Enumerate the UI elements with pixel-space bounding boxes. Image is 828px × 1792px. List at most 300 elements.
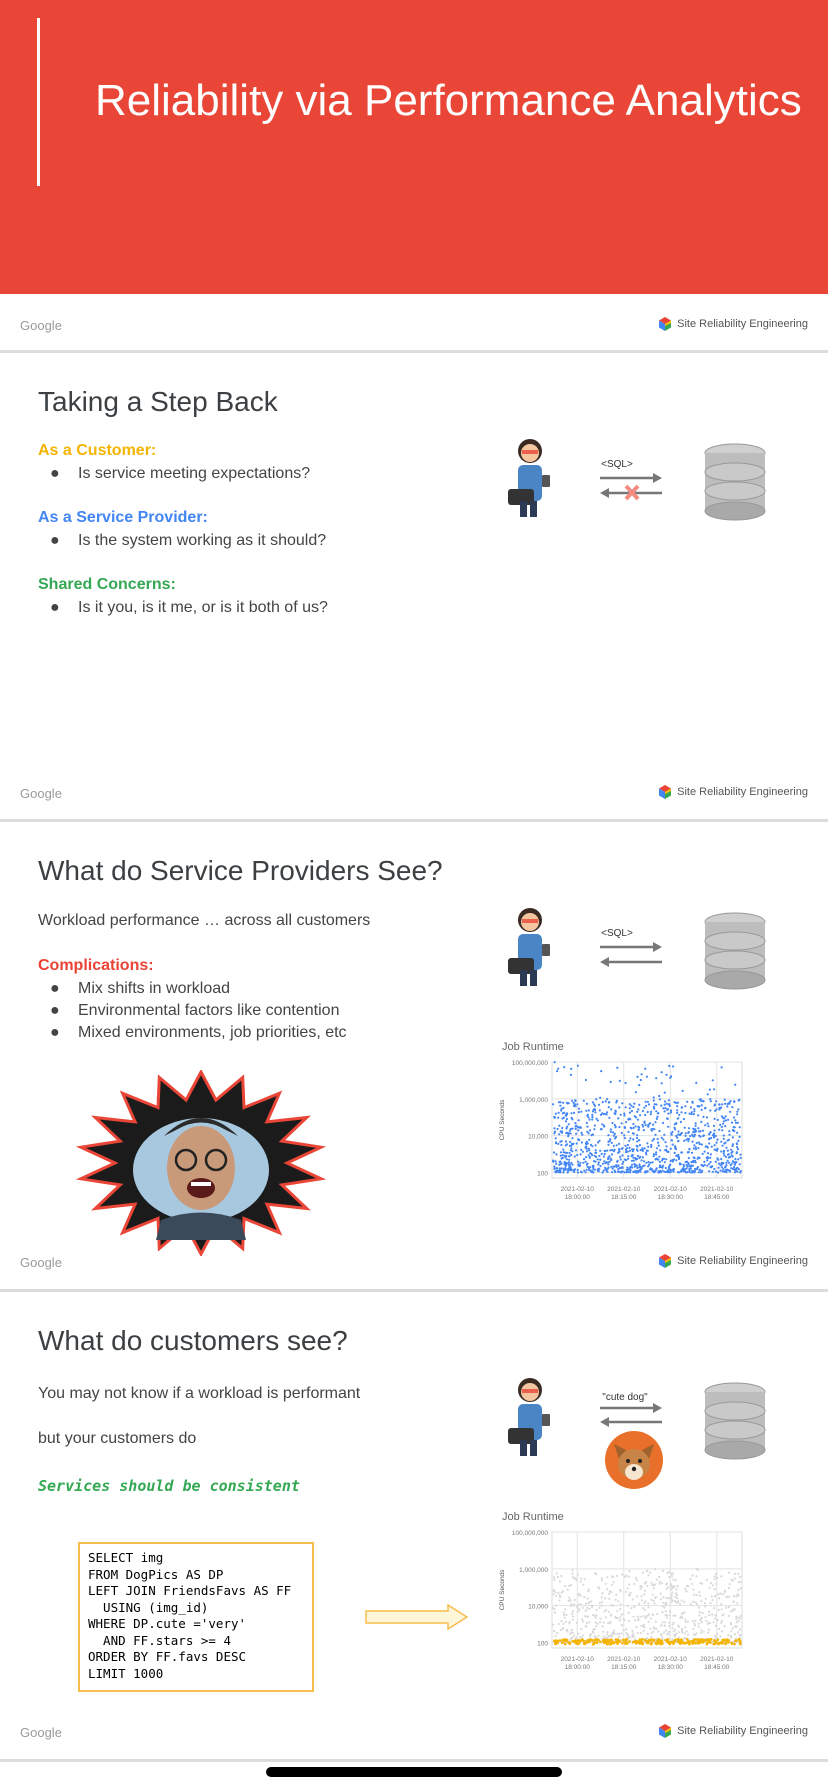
data-point	[630, 1592, 632, 1594]
data-point	[724, 1642, 727, 1645]
data-point	[678, 1171, 680, 1173]
client-server-diagram	[500, 1372, 770, 1492]
data-point	[671, 1638, 673, 1640]
data-point	[640, 1625, 642, 1627]
data-point	[675, 1159, 677, 1161]
data-point	[635, 1640, 638, 1643]
x-tick-date: 2021-02-10	[653, 1656, 687, 1663]
data-point	[701, 1583, 703, 1585]
data-point	[636, 1158, 638, 1160]
data-point	[570, 1132, 572, 1134]
data-point	[563, 1640, 566, 1643]
data-point	[659, 1149, 661, 1151]
data-point	[605, 1616, 607, 1618]
data-point	[718, 1163, 720, 1165]
data-point	[646, 1150, 648, 1152]
data-point	[594, 1111, 596, 1113]
chart-title: Job Runtime	[502, 1511, 564, 1523]
data-point	[677, 1102, 679, 1104]
x-tick-time: 18:45:00	[704, 1194, 730, 1201]
data-point	[614, 1133, 616, 1135]
data-point	[646, 1570, 648, 1572]
data-point	[597, 1639, 600, 1642]
outlier-point	[557, 1068, 559, 1070]
data-point	[714, 1575, 716, 1577]
data-point	[701, 1104, 703, 1106]
google-wordmark: Google	[20, 786, 62, 801]
data-point	[599, 1150, 601, 1152]
sre-label: Site Reliability Engineering	[677, 1725, 808, 1737]
data-point	[563, 1612, 565, 1614]
data-point	[730, 1630, 732, 1632]
data-point	[582, 1584, 584, 1586]
tagline: Services should be consistent	[38, 1477, 300, 1495]
data-point	[723, 1150, 725, 1152]
data-point	[668, 1625, 670, 1627]
data-point	[638, 1166, 640, 1168]
data-point	[627, 1144, 629, 1146]
data-point	[629, 1137, 631, 1139]
data-point	[675, 1579, 677, 1581]
x-tick-time: 18:30:00	[657, 1664, 683, 1671]
data-point	[656, 1579, 658, 1581]
data-point	[728, 1605, 730, 1607]
data-point	[614, 1124, 616, 1126]
data-point	[662, 1122, 664, 1124]
request-arrow-icon	[600, 1403, 662, 1413]
data-point	[702, 1165, 704, 1167]
data-point	[554, 1612, 556, 1614]
data-point	[659, 1581, 661, 1583]
data-point	[587, 1597, 589, 1599]
data-point	[727, 1160, 729, 1162]
data-point	[645, 1153, 647, 1155]
data-point	[725, 1162, 727, 1164]
data-point	[662, 1107, 664, 1109]
outlier-point	[682, 1090, 684, 1092]
data-point	[567, 1641, 570, 1644]
data-point	[739, 1576, 741, 1578]
data-point	[685, 1132, 687, 1134]
data-point	[616, 1575, 618, 1577]
outlier-point	[668, 1065, 670, 1067]
data-point	[664, 1104, 666, 1106]
data-point	[559, 1580, 561, 1582]
data-point	[714, 1595, 716, 1597]
database-icon	[705, 913, 765, 989]
data-point	[613, 1581, 615, 1583]
outlier-point	[577, 1065, 579, 1067]
data-point	[647, 1574, 649, 1576]
data-point	[668, 1571, 670, 1573]
x-tick-time: 18:15:00	[611, 1194, 637, 1201]
sre-label: Site Reliability Engineering	[677, 318, 808, 330]
data-point	[708, 1614, 710, 1616]
data-point	[557, 1117, 559, 1119]
data-point	[695, 1161, 697, 1163]
data-point	[601, 1601, 603, 1603]
frustrated-person-image	[76, 1070, 326, 1256]
data-point	[637, 1632, 639, 1634]
data-point	[663, 1134, 665, 1136]
data-point	[720, 1575, 722, 1577]
data-point	[656, 1147, 658, 1149]
data-point	[664, 1625, 666, 1627]
data-point	[615, 1101, 617, 1103]
data-point	[732, 1609, 734, 1611]
data-point	[628, 1570, 630, 1572]
data-point	[707, 1152, 709, 1154]
data-point	[654, 1121, 656, 1123]
data-point	[570, 1149, 572, 1151]
data-point	[588, 1167, 590, 1169]
data-point	[644, 1147, 646, 1149]
data-point	[555, 1635, 557, 1637]
data-point	[728, 1134, 730, 1136]
data-point	[640, 1149, 642, 1151]
data-point	[553, 1590, 555, 1592]
data-point	[715, 1640, 718, 1643]
data-point	[671, 1596, 673, 1598]
data-point	[728, 1156, 730, 1158]
outlier-point	[636, 1076, 638, 1078]
data-point	[653, 1587, 655, 1589]
data-point	[647, 1606, 649, 1608]
data-point	[594, 1639, 597, 1642]
data-point	[631, 1110, 633, 1112]
data-point	[627, 1587, 629, 1589]
data-point	[714, 1110, 716, 1112]
outlier-point	[664, 1092, 666, 1094]
data-point	[660, 1625, 662, 1627]
y-tick-label: 100,000,000	[511, 1060, 548, 1067]
data-point	[660, 1639, 663, 1642]
sre-branding	[659, 1254, 808, 1268]
data-point	[735, 1595, 737, 1597]
y-tick-label: 1,000,000	[519, 1096, 548, 1104]
data-point	[616, 1144, 618, 1146]
data-point	[666, 1640, 669, 1643]
data-point	[628, 1147, 630, 1149]
data-point	[644, 1609, 646, 1611]
home-indicator[interactable]	[266, 1767, 562, 1777]
data-point	[658, 1576, 660, 1578]
data-point	[627, 1131, 629, 1133]
data-point	[592, 1643, 595, 1646]
data-point	[653, 1099, 655, 1101]
data-point	[652, 1600, 654, 1602]
data-point	[739, 1634, 741, 1636]
data-point	[567, 1589, 569, 1591]
data-point	[711, 1614, 713, 1616]
data-point	[653, 1128, 655, 1130]
data-point	[653, 1171, 655, 1173]
data-point	[653, 1628, 655, 1630]
data-point	[662, 1138, 664, 1140]
data-point	[670, 1148, 672, 1150]
data-point	[721, 1630, 723, 1632]
data-point	[660, 1598, 662, 1600]
data-point	[627, 1155, 629, 1157]
sql-label: <SQL>	[601, 928, 633, 939]
data-point	[661, 1636, 663, 1638]
data-point	[617, 1171, 619, 1173]
data-point	[627, 1118, 629, 1120]
data-point	[650, 1636, 652, 1638]
data-point	[623, 1134, 625, 1136]
data-point	[660, 1634, 662, 1636]
data-point	[623, 1114, 625, 1116]
data-point	[593, 1128, 595, 1130]
data-point	[701, 1617, 703, 1619]
data-point	[695, 1601, 697, 1603]
data-point	[594, 1109, 596, 1111]
data-point	[596, 1642, 599, 1645]
data-point	[565, 1132, 567, 1134]
data-point	[598, 1104, 600, 1106]
data-point	[732, 1600, 734, 1602]
data-point	[679, 1617, 681, 1619]
data-point	[656, 1116, 658, 1118]
data-point	[736, 1146, 738, 1148]
data-point	[572, 1102, 574, 1104]
data-point	[669, 1602, 671, 1604]
data-point	[720, 1593, 722, 1595]
data-point	[598, 1140, 600, 1142]
data-point	[700, 1171, 702, 1173]
data-point	[631, 1630, 633, 1632]
data-point	[697, 1642, 700, 1645]
outlier-point	[713, 1088, 715, 1090]
data-point	[664, 1603, 666, 1605]
data-point	[650, 1128, 652, 1130]
data-point	[562, 1107, 564, 1109]
data-point	[566, 1102, 568, 1104]
data-point	[637, 1619, 639, 1621]
data-point	[713, 1125, 715, 1127]
data-point	[580, 1153, 582, 1155]
data-point	[620, 1171, 622, 1173]
data-point	[620, 1114, 622, 1116]
data-point	[574, 1100, 576, 1102]
data-point	[568, 1123, 570, 1125]
data-point	[564, 1617, 566, 1619]
data-point	[598, 1607, 600, 1609]
data-point	[691, 1642, 694, 1645]
data-point	[665, 1630, 667, 1632]
data-point	[588, 1109, 590, 1111]
data-point	[696, 1167, 698, 1169]
data-point	[582, 1635, 584, 1637]
data-point	[604, 1162, 606, 1164]
data-point	[643, 1630, 645, 1632]
data-point	[667, 1597, 669, 1599]
data-point	[710, 1131, 712, 1133]
data-point	[709, 1622, 711, 1624]
data-point	[555, 1604, 557, 1606]
data-point	[601, 1153, 603, 1155]
data-point	[645, 1581, 647, 1583]
data-point	[643, 1602, 645, 1604]
data-point	[552, 1103, 554, 1105]
sre-branding	[659, 785, 808, 799]
data-point	[561, 1157, 563, 1159]
data-point	[577, 1611, 579, 1613]
data-point	[608, 1106, 610, 1108]
data-point	[565, 1621, 567, 1623]
data-point	[605, 1113, 607, 1115]
data-point	[739, 1617, 741, 1619]
data-point	[577, 1594, 579, 1596]
data-point	[684, 1135, 686, 1137]
data-point	[672, 1170, 674, 1172]
data-point	[705, 1598, 707, 1600]
data-point	[621, 1613, 623, 1615]
data-point	[709, 1166, 711, 1168]
data-point	[692, 1620, 694, 1622]
data-point	[664, 1621, 666, 1623]
data-point	[693, 1108, 695, 1110]
data-point	[694, 1638, 697, 1641]
data-point	[585, 1171, 587, 1173]
data-point	[665, 1610, 667, 1612]
data-point	[570, 1128, 572, 1130]
data-point	[568, 1585, 570, 1587]
data-point	[573, 1112, 575, 1114]
data-point	[552, 1161, 554, 1163]
data-point	[617, 1160, 619, 1162]
data-point	[592, 1165, 594, 1167]
data-point	[562, 1154, 564, 1156]
data-point	[598, 1587, 600, 1589]
data-point	[579, 1162, 581, 1164]
data-point	[577, 1633, 579, 1635]
data-point	[737, 1589, 739, 1591]
data-point	[565, 1140, 567, 1142]
outlier-point	[616, 1067, 618, 1069]
data-point	[621, 1632, 623, 1634]
data-point	[724, 1591, 726, 1593]
data-point	[560, 1155, 562, 1157]
data-point	[683, 1612, 685, 1614]
data-point	[661, 1611, 663, 1613]
data-point	[704, 1616, 706, 1618]
data-point	[570, 1584, 572, 1586]
data-point	[697, 1127, 699, 1129]
data-point	[604, 1597, 606, 1599]
data-point	[564, 1643, 567, 1646]
data-point	[574, 1578, 576, 1580]
data-point	[555, 1163, 557, 1165]
data-point	[624, 1158, 626, 1160]
data-point	[578, 1119, 580, 1121]
data-point	[626, 1642, 629, 1645]
data-point	[684, 1105, 686, 1107]
data-point	[720, 1162, 722, 1164]
data-point	[583, 1640, 586, 1643]
data-point	[605, 1583, 607, 1585]
data-point	[728, 1162, 730, 1164]
data-point	[721, 1103, 723, 1105]
data-point	[705, 1620, 707, 1622]
data-point	[681, 1132, 683, 1134]
data-point	[609, 1140, 611, 1142]
y-tick-label: 100	[537, 1170, 548, 1178]
data-point	[639, 1156, 641, 1158]
data-point	[566, 1143, 568, 1145]
data-point	[591, 1154, 593, 1156]
data-point	[676, 1105, 678, 1107]
data-point	[720, 1158, 722, 1160]
data-point	[734, 1119, 736, 1121]
data-point	[693, 1110, 695, 1112]
data-point	[728, 1615, 730, 1617]
job-runtime-chart	[496, 1056, 752, 1224]
data-point	[640, 1159, 642, 1161]
data-point	[725, 1169, 727, 1171]
data-point	[626, 1171, 628, 1173]
data-point	[620, 1603, 622, 1605]
data-point	[632, 1635, 634, 1637]
data-point	[601, 1577, 603, 1579]
data-point	[684, 1588, 686, 1590]
data-point	[555, 1141, 557, 1143]
data-point	[652, 1161, 654, 1163]
data-point	[688, 1168, 690, 1170]
data-point	[668, 1099, 670, 1101]
data-point	[598, 1161, 600, 1163]
data-point	[568, 1597, 570, 1599]
data-point	[572, 1143, 574, 1145]
data-point	[557, 1143, 559, 1145]
data-point	[596, 1609, 598, 1611]
data-point	[553, 1579, 555, 1581]
data-point	[564, 1155, 566, 1157]
title-banner	[0, 0, 828, 294]
data-point	[653, 1106, 655, 1108]
data-point	[721, 1129, 723, 1131]
data-point	[628, 1576, 630, 1578]
data-point	[588, 1589, 590, 1591]
provider-label: As a Service Provider:	[38, 509, 208, 526]
data-point	[700, 1600, 702, 1602]
data-point	[702, 1612, 704, 1614]
data-point	[642, 1110, 644, 1112]
data-point	[681, 1631, 683, 1633]
data-point	[686, 1638, 689, 1641]
data-point	[562, 1171, 564, 1173]
data-point	[670, 1585, 672, 1587]
data-point	[650, 1582, 652, 1584]
data-point	[696, 1568, 698, 1570]
data-point	[698, 1626, 700, 1628]
data-point	[685, 1590, 687, 1592]
data-point	[676, 1109, 678, 1111]
data-point	[671, 1591, 673, 1593]
data-point	[733, 1130, 735, 1132]
data-point	[593, 1103, 595, 1105]
data-point	[582, 1151, 584, 1153]
data-point	[677, 1585, 679, 1587]
data-point	[611, 1122, 613, 1124]
data-point	[590, 1600, 592, 1602]
data-point	[688, 1148, 690, 1150]
data-point	[649, 1572, 651, 1574]
data-point	[606, 1576, 608, 1578]
data-point	[613, 1633, 615, 1635]
data-point	[559, 1639, 562, 1642]
data-point	[628, 1168, 630, 1170]
